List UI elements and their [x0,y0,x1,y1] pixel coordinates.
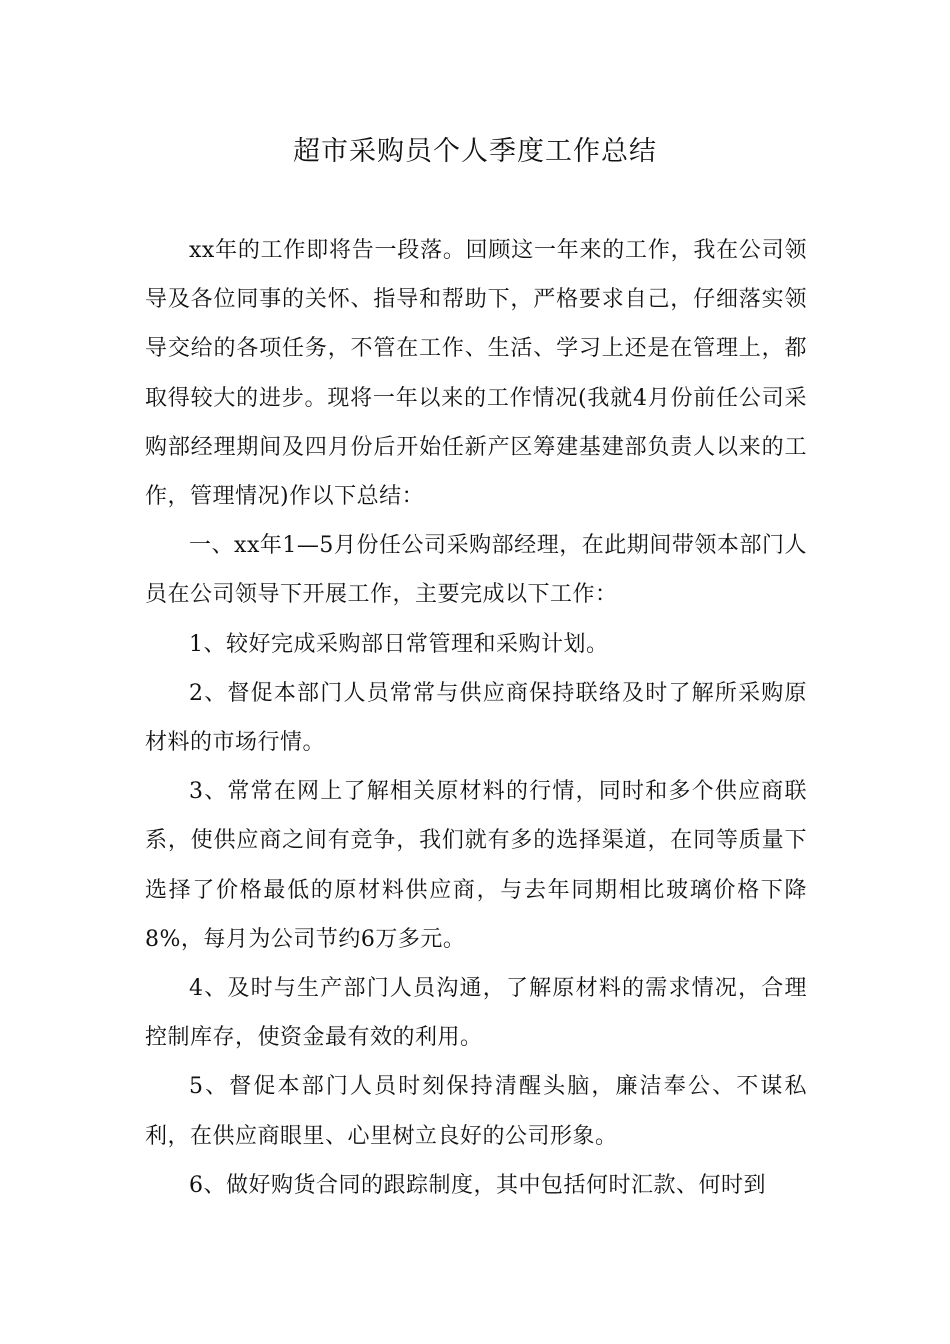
paragraph-section-one: 一、xx年1—5月份任公司采购部经理，在此期间带领本部门人员在公司领导下开展工作，主要完成以下工作： [145,533,807,608]
paragraph-item-2: 2、督促本部门人员常常与供应商保持联络及时了解所采购原材料的市场行情。 [145,680,807,756]
paragraph-item-5: 5、督促本部门人员时刻保持清醒头脑，廉洁奉公、不谋私利，在供应商眼里、心里树立良好的公司形象。 [145,1074,807,1149]
paragraph-item-3: 3、常常在网上了解相关原材料的行情，同时和多个供应商联系，使供应商之间有竞争，我们就有多的选择渠道，在同等质量下选择了价格最低的原材料供应商，与去年同期相比玻璃价格下降8%，每月为公司节约6万多元。 [145,779,807,952]
paragraph-intro: xx年的工作即将告一段落。回顾这一年来的工作，我在公司领导及各位同事的关怀、指导和帮助下，严格要求自己，仔细落实领导交给的各项任务，不管在工作、生活、学习上还是在管理上，都取得较大的进步。现将一年以来的工作情况(我就4月份前任公司采购部经理期间及四月份后开始任新产区筹建基建部负责人以来的工作，管理情况)作以下总结： [145,238,807,510]
document-body [145,226,807,1210]
paragraph-item-1: 1、较好完成采购部日常管理和采购计划。 [189,631,609,657]
paragraph-item-6: 6、做好购货合同的跟踪制度，其中包括何时汇款、何时到 [189,1172,766,1198]
document-title: 超市采购员个人季度工作总结 [293,136,657,167]
paragraph-item-4: 4、及时与生产部门人员沟通，了解原材料的需求情况，合理控制库存，使资金最有效的利用。 [145,976,807,1051]
